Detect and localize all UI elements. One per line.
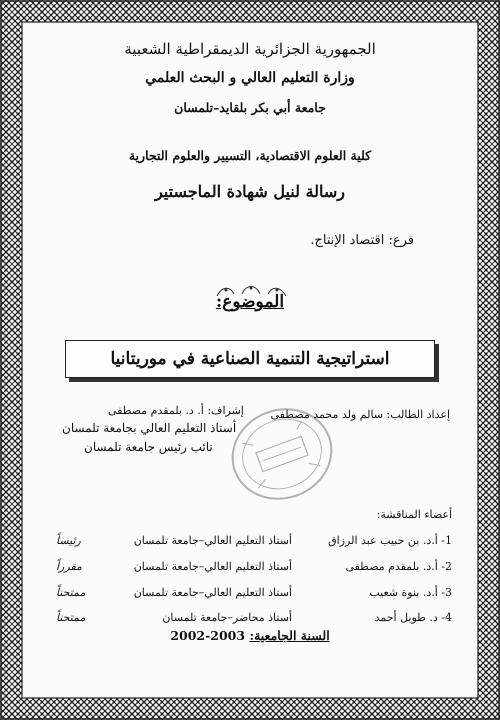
university-name: جامعة أبي بكر بلقايد–تلمسان <box>174 100 326 115</box>
member-role: ممتحناً <box>56 611 86 624</box>
supervisor-name: إشراف: أ. د. بلمقدم مصطفى <box>108 404 244 417</box>
student-name: إعداد الطالب: سالم ولد محمد مصطفى <box>270 408 450 421</box>
member-affiliation: أستاذ التعليم العالي–جامعة تلمسان <box>133 586 292 599</box>
academic-year-label: السنة الجامعية: <box>249 628 330 643</box>
branch-label: فرع: اقتصاد الإنتاج. <box>310 233 414 248</box>
member-role: رئيساً <box>56 534 81 547</box>
member-affiliation: أستاذ التعليم العالي–جامعة تلمسان <box>133 534 292 547</box>
committee-member-row <box>56 586 452 604</box>
supervisor-position: نائب رئيس جامعة تلمسان <box>84 440 213 454</box>
member-name: 4- د. طويل أحمد <box>374 611 452 624</box>
member-name: 1- أ.د. بن حبيب عبد الرزاق <box>328 534 452 547</box>
academic-year-value: 2002-2003 <box>170 628 246 643</box>
thesis-title-box <box>65 340 435 378</box>
academic-year <box>0 628 500 643</box>
ministry-heading: وزارة التعليم العالي و البحث العلمي <box>145 70 355 86</box>
subject-label: الموضوع: <box>215 292 285 312</box>
member-name: 2- أ.د. بلمقدم مصطفى <box>345 560 452 573</box>
member-name: 3- أ.د. بنوة شعيب <box>369 586 452 599</box>
committee-member-row <box>56 534 452 552</box>
committee-member-row <box>56 611 452 629</box>
member-affiliation: أستاذ محاضر–جامعة تلمسان <box>162 611 292 624</box>
faculty-name: كلية العلوم الاقتصادية، التسيير والعلوم التجارية <box>128 148 372 163</box>
member-affiliation: أستاذ التعليم العالي–جامعة تلمسان <box>133 560 292 573</box>
committee-member-row <box>56 560 452 578</box>
supervisor-title: أستاذ التعليم العالي بجامعة تلمسان <box>62 421 237 435</box>
degree-title: رسالة لنيل شهادة الماجستير <box>154 182 346 201</box>
thesis-title: استراتيجية التنمية الصناعية في موريتانيا <box>110 349 390 369</box>
member-role: ممتحناً <box>56 586 86 599</box>
member-role: مقرراً <box>56 560 82 573</box>
committee-heading: أعضاء المناقشة: <box>376 508 452 521</box>
republic-heading: الجمهورية الجزائرية الديمقراطية الشعبية <box>124 40 376 58</box>
